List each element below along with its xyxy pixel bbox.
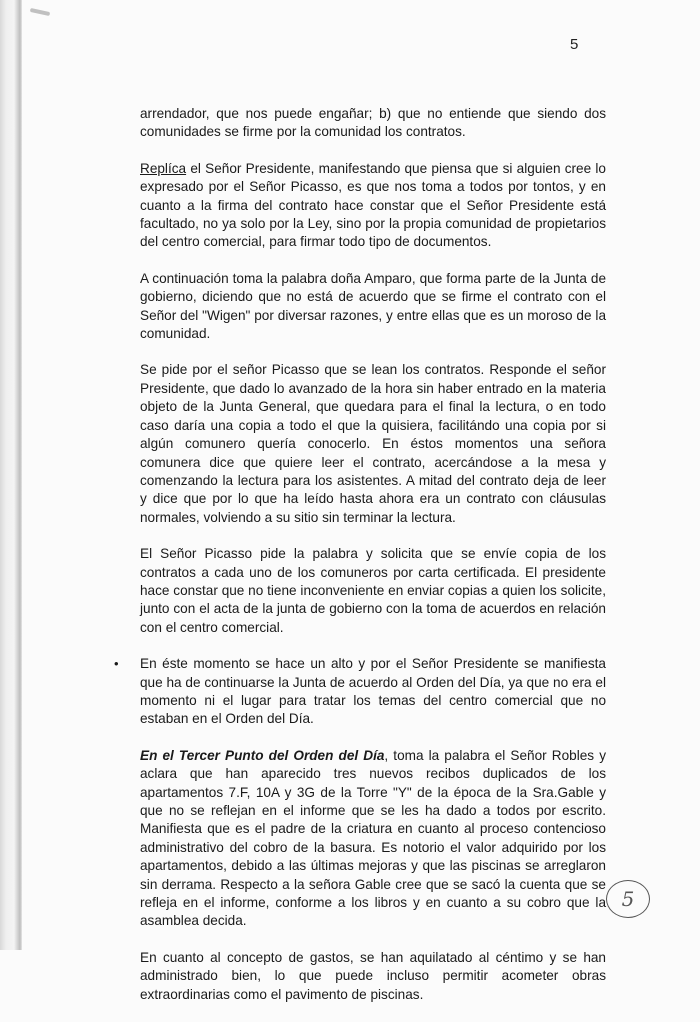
paragraph-amparo — [140, 270, 606, 344]
paragraph-expenses — [140, 949, 606, 1004]
document-body — [114, 105, 606, 1022]
handwritten-circled-page-number — [606, 880, 650, 918]
page-number: 5 — [570, 36, 579, 53]
paragraph-text: El Señor Picasso pide la palabra y solicita que se envíe copia de los contratos a cada uno de los comuneros por carta certificada. El presidente hace constar que no tiene inconveniente en enviar copias a quien los solicite, junto con el acta de la junta de gobierno con la toma de acuerdos en relación con el centro comercial. — [140, 546, 606, 635]
paragraph-text: En éste momento se hace un alto y por el Señor Presidente se manifiesta que ha de continuarse la Junta de acuerdo al Orden del Día, ya que no era el momento ni el lugar para tratar los temas del centro comercial que no estaban en el Orden del Día. — [140, 656, 606, 727]
paragraph-text: A continuación toma la palabra doña Amparo, que forma parte de la Junta de gobierno, diciendo que no está de acuerdo que se firme el contrato con el Señor del "Wigen" por diversar razones, y entre ellas que es un moroso de la comunidad. — [140, 270, 606, 342]
paragraph-text: , toma la palabra el Señor Robles y aclara que han aparecido tres nuevos recibos duplicados de los apartamentos 7.F, 10A y 3G de la Torre "Y" de la época de la Sra.Gable y que no se reflejan en el informe que se les ha dado a todos por escrito. Manifiesta que es el padre de la criatura en cuanto al proceso contencioso administrativo del cobro de la basura. Es notorio el valor adquirido por los apartamentos, debido a las últimas mejoras y que las piscinas se arreglaron sin derrama. Respecto a la señora Gable cree que se sacó la cuenta que se refleja en el informe, conforme a los libros y en cuanto a su cobro que la asamblea decida. — [140, 747, 606, 929]
paragraph-replica — [140, 160, 606, 252]
paragraph-copies-request — [140, 545, 606, 637]
paragraph-lead-bold-italic: En el Tercer Punto del Orden del Día — [140, 747, 385, 763]
scan-edge-strip — [0, 0, 22, 950]
paragraph-third-point — [140, 747, 606, 931]
bullet-paragraph-order-of-day — [114, 655, 606, 729]
paragraph-text: En cuanto al concepto de gastos, se han aquilatado al céntimo y se han administrado bien, lo que puede incluso permitir acometer obras extraordinarias como el pavimento de piscinas. — [140, 949, 606, 1002]
handwritten-page-number-text: 5 — [621, 887, 635, 911]
scan-smudge — [30, 8, 50, 16]
paragraph-text: arrendador, que nos puede engañar; b) que no entiende que siendo dos comunidades se firme por la comunidad los contratos. — [140, 106, 606, 140]
paragraph-text: el Señor Presidente, manifestando que piensa que si alguien cree lo expresado por el Señor Picasso, es que nos toma a todos por tontos, y en cuanto a la firma del contrato hace constar que el Señor Presidente está facultado, no ya solo por la Ley, sino por la propia comunidad de propietarios del centro comercial, para firmar todo tipo de documentos. — [140, 160, 606, 250]
paragraph-text: Se pide por el señor Picasso que se lean los contratos. Responde el señor Presidente, que dado lo avanzado de la hora sin haber entrado en la materia objeto de la Junta General, que quedara para el final la lectura, o en todo caso daría una copia a todo el que la quisiera, facilitándo una copia por si algún comunero quería conocerlo. En éstos momentos una señora comunera dice que quiere leer el contrato, acercándose a la mesa y comenzando la lectura para los asistentes. A mitad del contrato deja de leer y dice que por lo que ha leído hasta ahora era un contrato con cláusulas normales, volviendo a su sitio sin terminar la lectura. — [140, 362, 606, 525]
paragraph-lead-underlined: Replíca — [140, 160, 187, 176]
paragraph-continuation — [140, 105, 606, 142]
bullet-icon: • — [114, 656, 119, 672]
paragraph-contracts-reading — [140, 361, 606, 527]
